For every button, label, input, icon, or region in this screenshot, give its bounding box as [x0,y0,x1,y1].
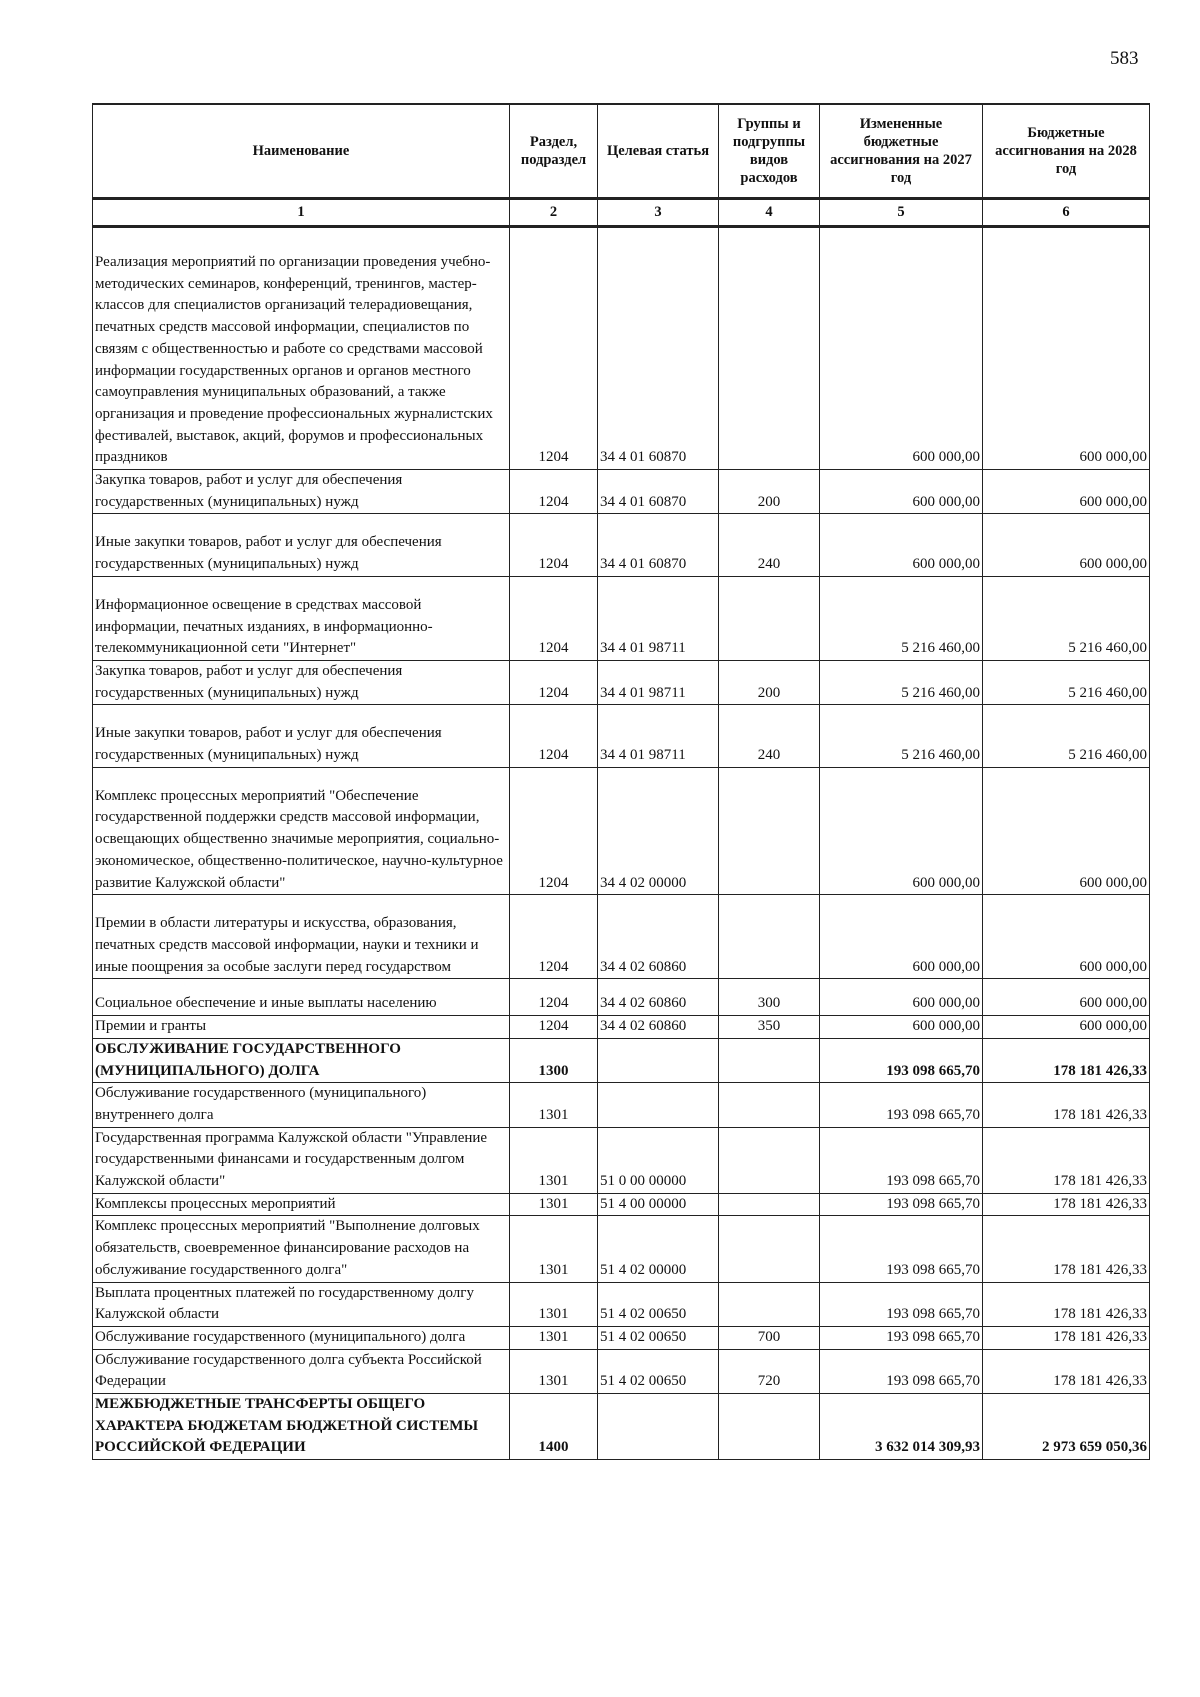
row-amount-2028: 600 000,00 [983,227,1150,470]
row-target [598,1083,719,1127]
row-amount-2028: 600 000,00 [983,470,1150,514]
row-section: 1204 [510,576,598,660]
row-name: Комплекс процессных мероприятий "Обеспечение государственной поддержки средств массовой информации, освещающих общественно значимые мероприятия, социально-экономическое, общественно-политическое, научно-культурное развитие Калужской области" [93,767,510,895]
row-name: Реализация мероприятий по организации проведения учебно-методических семинаров, конференций, тренингов, мастер-классов для специалистов организаций телерадиовещания, печатных средств массовой информации, специалистов по связям с общественностью и работе со средствами массовой информации государственных органов и органов местного самоуправления муниципальных образований, а также организация и проведение профессиональных журналистских фестивалей, выставок, акций, форумов и профессиональных праздников [93,227,510,470]
row-amount-2028: 2 973 659 050,36 [983,1394,1150,1460]
row-amount-2027: 3 632 014 309,93 [820,1394,983,1460]
row-amount-2027: 193 098 665,70 [820,1083,983,1127]
row-section: 1301 [510,1083,598,1127]
row-amount-2028: 600 000,00 [983,895,1150,979]
header-group: Группы и подгруппы видов расходов [719,104,820,199]
row-group [719,1083,820,1127]
table-row [93,767,1150,895]
row-group [719,1127,820,1193]
column-number: 2 [510,199,598,227]
row-target: 34 4 02 00000 [598,767,719,895]
row-name: Информационное освещение в средствах массовой информации, печатных изданиях, в информационно-телекоммуникационной сети "Интернет" [93,576,510,660]
column-number: 4 [719,199,820,227]
row-name: Государственная программа Калужской области "Управление государственными финансами и государственным долгом Калужской области" [93,1127,510,1193]
row-target: 51 4 00 00000 [598,1193,719,1216]
row-target: 51 0 00 00000 [598,1127,719,1193]
header-name: Наименование [93,104,510,199]
row-amount-2027: 600 000,00 [820,979,983,1016]
row-amount-2027: 193 098 665,70 [820,1193,983,1216]
row-target: 34 4 01 98711 [598,705,719,767]
table-row [93,1282,1150,1326]
row-section: 1301 [510,1349,598,1393]
row-group: 240 [719,705,820,767]
row-target: 34 4 01 60870 [598,227,719,470]
row-target: 34 4 02 60860 [598,895,719,979]
row-group: 720 [719,1349,820,1393]
header-target: Целевая статья [598,104,719,199]
header-row [93,104,1150,199]
row-amount-2027: 600 000,00 [820,514,983,576]
row-group [719,1394,820,1460]
row-name: Закупка товаров, работ и услуг для обеспечения государственных (муниципальных) нужд [93,660,510,704]
table-row [93,227,1150,470]
row-group: 240 [719,514,820,576]
table-row [93,1038,1150,1082]
header-amount-2027: Измененные бюджетные ассигнования на 2027 год [820,104,983,199]
column-number: 1 [93,199,510,227]
row-target: 34 4 01 98711 [598,576,719,660]
row-amount-2027: 193 098 665,70 [820,1326,983,1349]
row-group [719,227,820,470]
row-name: Обслуживание государственного (муниципального) внутреннего долга [93,1083,510,1127]
row-group [719,576,820,660]
table-body [93,227,1150,1460]
row-amount-2027: 5 216 460,00 [820,660,983,704]
row-target: 51 4 02 00650 [598,1349,719,1393]
row-section: 1301 [510,1127,598,1193]
row-name: Комплекс процессных мероприятий "Выполнение долговых обязательств, своевременное финансирование расходов на обслуживание государственного долга" [93,1216,510,1282]
row-name: Комплексы процессных мероприятий [93,1193,510,1216]
row-target: 34 4 01 98711 [598,660,719,704]
row-amount-2027: 193 098 665,70 [820,1282,983,1326]
row-name: Обслуживание государственного (муниципального) долга [93,1326,510,1349]
row-amount-2028: 178 181 426,33 [983,1083,1150,1127]
row-section: 1204 [510,895,598,979]
row-group [719,767,820,895]
row-amount-2027: 600 000,00 [820,895,983,979]
table-row [93,895,1150,979]
budget-table [92,103,1150,1460]
row-group [719,1038,820,1082]
header-section: Раздел, подраздел [510,104,598,199]
row-amount-2027: 600 000,00 [820,1016,983,1039]
row-amount-2028: 178 181 426,33 [983,1282,1150,1326]
row-name: ОБСЛУЖИВАНИЕ ГОСУДАРСТВЕННОГО (МУНИЦИПАЛЬНОГО) ДОЛГА [93,1038,510,1082]
table-row [93,1326,1150,1349]
row-amount-2028: 5 216 460,00 [983,705,1150,767]
row-name: Социальное обеспечение и иные выплаты населению [93,979,510,1016]
row-amount-2028: 600 000,00 [983,514,1150,576]
table-row [93,1127,1150,1193]
row-amount-2027: 193 098 665,70 [820,1038,983,1082]
header-amount-2028: Бюджетные ассигнования на 2028 год [983,104,1150,199]
row-group: 200 [719,470,820,514]
row-name: Закупка товаров, работ и услуг для обеспечения государственных (муниципальных) нужд [93,470,510,514]
row-section: 1204 [510,705,598,767]
row-section: 1301 [510,1282,598,1326]
row-group [719,895,820,979]
row-amount-2027: 5 216 460,00 [820,576,983,660]
column-number-row [93,199,1150,227]
row-amount-2028: 178 181 426,33 [983,1127,1150,1193]
row-amount-2027: 193 098 665,70 [820,1216,983,1282]
row-target [598,1394,719,1460]
row-section: 1204 [510,767,598,895]
row-amount-2028: 600 000,00 [983,767,1150,895]
row-amount-2028: 600 000,00 [983,1016,1150,1039]
row-amount-2028: 5 216 460,00 [983,660,1150,704]
row-group [719,1282,820,1326]
row-section: 1204 [510,470,598,514]
table-row [93,660,1150,704]
row-group [719,1216,820,1282]
row-group: 350 [719,1016,820,1039]
table-row [93,1016,1150,1039]
row-amount-2028: 600 000,00 [983,979,1150,1016]
row-section: 1301 [510,1326,598,1349]
table-row [93,979,1150,1016]
row-amount-2028: 178 181 426,33 [983,1193,1150,1216]
row-section: 1204 [510,1016,598,1039]
table-row [93,1083,1150,1127]
table-row [93,576,1150,660]
row-section: 1204 [510,514,598,576]
row-group: 700 [719,1326,820,1349]
row-group: 200 [719,660,820,704]
row-section: 1204 [510,227,598,470]
page-number: 583 [1110,48,1139,69]
column-number: 5 [820,199,983,227]
table-row [93,470,1150,514]
row-target: 34 4 01 60870 [598,470,719,514]
row-amount-2028: 178 181 426,33 [983,1038,1150,1082]
row-section: 1301 [510,1193,598,1216]
row-amount-2028: 178 181 426,33 [983,1216,1150,1282]
column-number: 6 [983,199,1150,227]
row-amount-2027: 600 000,00 [820,767,983,895]
row-amount-2027: 193 098 665,70 [820,1349,983,1393]
row-target [598,1038,719,1082]
row-amount-2027: 600 000,00 [820,227,983,470]
row-name: Иные закупки товаров, работ и услуг для обеспечения государственных (муниципальных) нужд [93,514,510,576]
row-name: МЕЖБЮДЖЕТНЫЕ ТРАНСФЕРТЫ ОБЩЕГО ХАРАКТЕРА БЮДЖЕТАМ БЮДЖЕТНОЙ СИСТЕМЫ РОССИЙСКОЙ ФЕДЕРАЦИИ [93,1394,510,1460]
row-section: 1301 [510,1216,598,1282]
row-amount-2028: 178 181 426,33 [983,1349,1150,1393]
row-name: Премии в области литературы и искусства, образования, печатных средств массовой информации, науки и техники и иные поощрения за особые заслуги перед государством [93,895,510,979]
row-section: 1204 [510,660,598,704]
table-row [93,1349,1150,1393]
column-number: 3 [598,199,719,227]
row-amount-2027: 600 000,00 [820,470,983,514]
row-section: 1204 [510,979,598,1016]
row-target: 34 4 02 60860 [598,1016,719,1039]
table-row [93,705,1150,767]
row-target: 51 4 02 00650 [598,1282,719,1326]
row-group: 300 [719,979,820,1016]
table-row [93,514,1150,576]
row-target: 34 4 01 60870 [598,514,719,576]
row-target: 51 4 02 00650 [598,1326,719,1349]
row-amount-2028: 178 181 426,33 [983,1326,1150,1349]
table-row [93,1193,1150,1216]
row-section: 1400 [510,1394,598,1460]
row-name: Обслуживание государственного долга субъекта Российской Федерации [93,1349,510,1393]
row-target: 51 4 02 00000 [598,1216,719,1282]
row-name: Выплата процентных платежей по государственному долгу Калужской области [93,1282,510,1326]
table-row [93,1216,1150,1282]
table-row [93,1394,1150,1460]
row-amount-2027: 193 098 665,70 [820,1127,983,1193]
row-amount-2027: 5 216 460,00 [820,705,983,767]
row-name: Иные закупки товаров, работ и услуг для обеспечения государственных (муниципальных) нужд [93,705,510,767]
row-target: 34 4 02 60860 [598,979,719,1016]
row-group [719,1193,820,1216]
row-name: Премии и гранты [93,1016,510,1039]
row-section: 1300 [510,1038,598,1082]
row-amount-2028: 5 216 460,00 [983,576,1150,660]
